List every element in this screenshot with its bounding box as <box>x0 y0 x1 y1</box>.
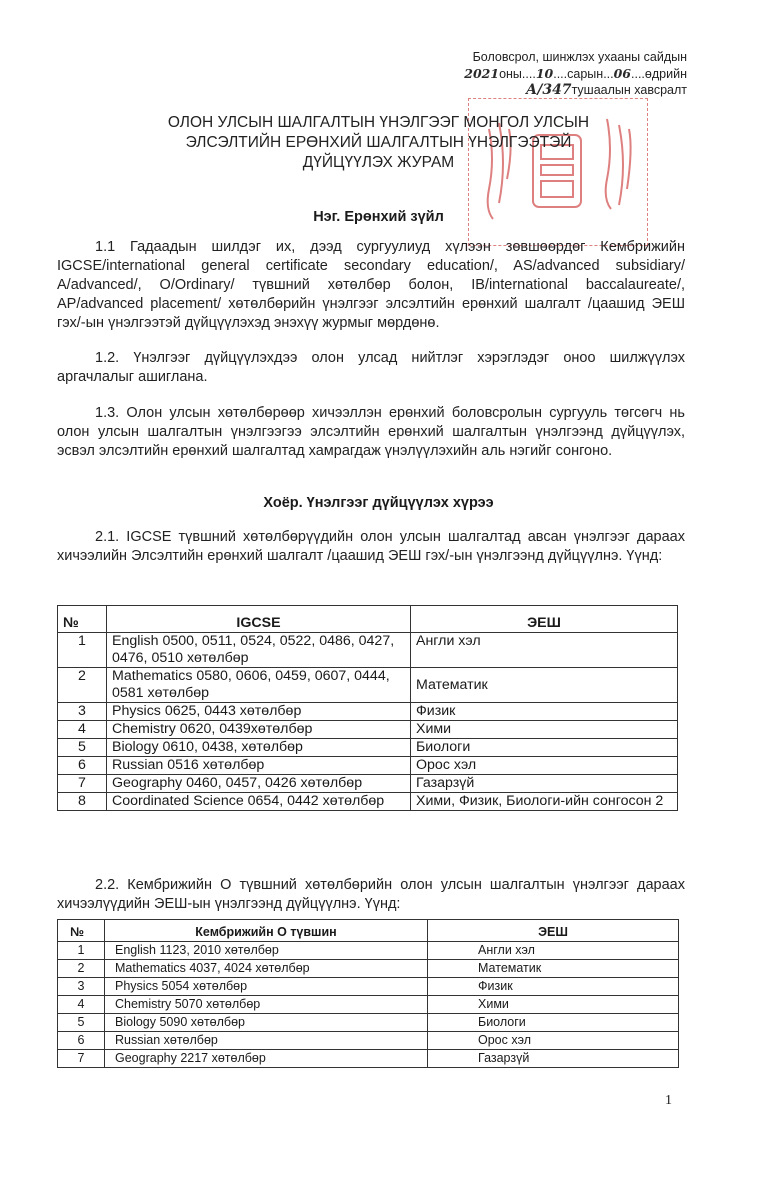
table-row: 2 Mathematics 0580, 0606, 0459, 0607, 0444, 0581 хөтөлбөр Математик <box>58 668 678 703</box>
table-row: 5 Biology 0610, 0438, хөтөлбөр Биологи <box>58 739 678 757</box>
ministry-line: Боловсрол, шинжлэх ухааны сайдын <box>472 50 687 64</box>
o-level-table <box>57 919 679 1068</box>
col-header-o-level: Кембрижийн О түвшин <box>105 920 428 942</box>
handwritten-order-number: А/347 <box>525 82 572 98</box>
title-line-1: ОЛОН УЛСЫН ШАЛГАЛТЫН ҮНЭЛГЭЭГ МОНГОЛ УЛСЫН <box>167 114 590 131</box>
table-row: 4 Chemistry 5070 хөтөлбөр Хими <box>58 996 679 1014</box>
section-1-heading: Нэг. Ерөнхий зүйл <box>313 209 444 225</box>
table-row: 6 Russian 0516 хөтөлбөр Орос хэл <box>58 757 678 775</box>
title-line-3: ДҮЙЦҮҮЛЭХ ЖУРАМ <box>302 154 455 171</box>
table-header-row <box>58 920 679 942</box>
annex-line <box>526 82 687 98</box>
paragraph-2-2: 2.2. Кембрижийн О түвшний хөтөлбөрийн олон улсын шалгалтын үнэлгээг дараах хичээлүүдийн ЭЕШ-ын үнэлгээнд дүйцүүлнэ. Үүнд: <box>57 877 685 912</box>
paragraph-1-2: 1.2. Үнэлгээг дүйцүүлэхдээ олон улсад нийтлэг хэрэглэдэг оноо шилжүүлэх аргачлалыг ашиглана. <box>57 350 685 385</box>
date-line: 2021оны....10....сарын...06....өдрийн <box>464 66 687 81</box>
handwritten-day: 06 <box>613 66 632 81</box>
document-title <box>0 113 757 173</box>
table-row: 2 Mathematics 4037, 4024 хөтөлбөр Математик <box>58 960 679 978</box>
title-line-2: ЭЛСЭЛТИЙН ЕРӨНХИЙ ШАЛГАЛТЫН ҮНЭЛГЭЭТЭЙ <box>185 134 572 151</box>
table-row: 1 English 0500, 0511, 0524, 0522, 0486, 0427, 0476, 0510 хөтөлбөр Англи хэл <box>58 633 678 668</box>
table-row: 7 Geography 0460, 0457, 0426 хөтөлбөр Газарзүй <box>58 775 678 793</box>
table-row: 1 English 1123, 2010 хөтөлбөр Англи хэл <box>58 942 679 960</box>
year-suffix: оны <box>499 67 522 81</box>
table-row: 6 Russian хөтөлбөр Орос хэл <box>58 1032 679 1050</box>
igcse-table <box>57 605 678 811</box>
paragraph-2-1: 2.1. IGCSE түвшний хөтөлбөрүүдийн олон улсын шалгалтад авсан үнэлгээг дараах хичээлийн Элсэлтийн ерөнхий шалгалт /цаашид ЭЕШ гэх/-ын үнэлгээнд дүйцүүлнэ. Үүнд: <box>57 529 685 564</box>
col-header-eesh: ЭЕШ <box>428 920 679 942</box>
table-row: 4 Chemistry 0620, 0439хөтөлбөр Хими <box>58 721 678 739</box>
col-header-number: № <box>58 606 107 633</box>
col-header-number: № <box>58 920 105 942</box>
table-row: 5 Biology 5090 хөтөлбөр Биологи <box>58 1014 679 1032</box>
table-row: 8 Coordinated Science 0654, 0442 хөтөлбөр Хими, Физик, Биологи-ийн сонгосон 2 <box>58 793 678 811</box>
month-suffix: сарын <box>567 67 604 81</box>
paragraph-1-1: 1.1 Гадаадын шилдэг их, дээд сургуулиуд хүлээн зөвшөөрдөг Кембрижийн IGCSE/international general certificate secondary education/, AS/advanced subsidiary/ A/advanced/, O/Ordinary/ түвшний хөтөлбөр болон, IB/international baccalaureate/, AP/advanced placement/ хөтөлбөрийн үнэлгээг элсэлтийн ерөнхий шалгалт /цаашид ЭЕШ гэх/-ын үнэлгээтэй дүйцүүлэхэд энэхүү журмыг мөрдөнө. <box>57 239 685 331</box>
handwritten-month: 10 <box>535 66 554 81</box>
table-row: 3 Physics 5054 хөтөлбөр Физик <box>58 978 679 996</box>
col-header-eesh: ЭЕШ <box>411 606 678 633</box>
section-2-heading: Хоёр. Үнэлгээг дүйцүүлэх хүрээ <box>263 495 494 511</box>
table-row: 3 Physics 0625, 0443 хөтөлбөр Физик <box>58 703 678 721</box>
table-header-row <box>58 606 678 633</box>
page-number: 1 <box>665 1093 672 1108</box>
day-suffix: өдрийн <box>644 67 687 81</box>
col-header-igcse: IGCSE <box>107 606 411 633</box>
paragraph-1-3: 1.3. Олон улсын хөтөлбөрөөр хичээллэн ерөнхий боловсролын сургууль төгсөгч нь олон улсын шалгалтын үнэлгээгээ элсэлтийн ерөнхий шалгалтын үнэлгээнд дүйцүүлэх, эсвэл элсэлтийн ерөнхий шалгалтад хамрагдаж үнэлүүлэхийн аль нэгийг сонгоно. <box>57 405 685 459</box>
handwritten-year: 2021 <box>464 66 500 81</box>
annex-text: тушаалын хавсралт <box>571 83 687 97</box>
table-row: 7 Geography 2217 хөтөлбөр Газарзүй <box>58 1050 679 1068</box>
